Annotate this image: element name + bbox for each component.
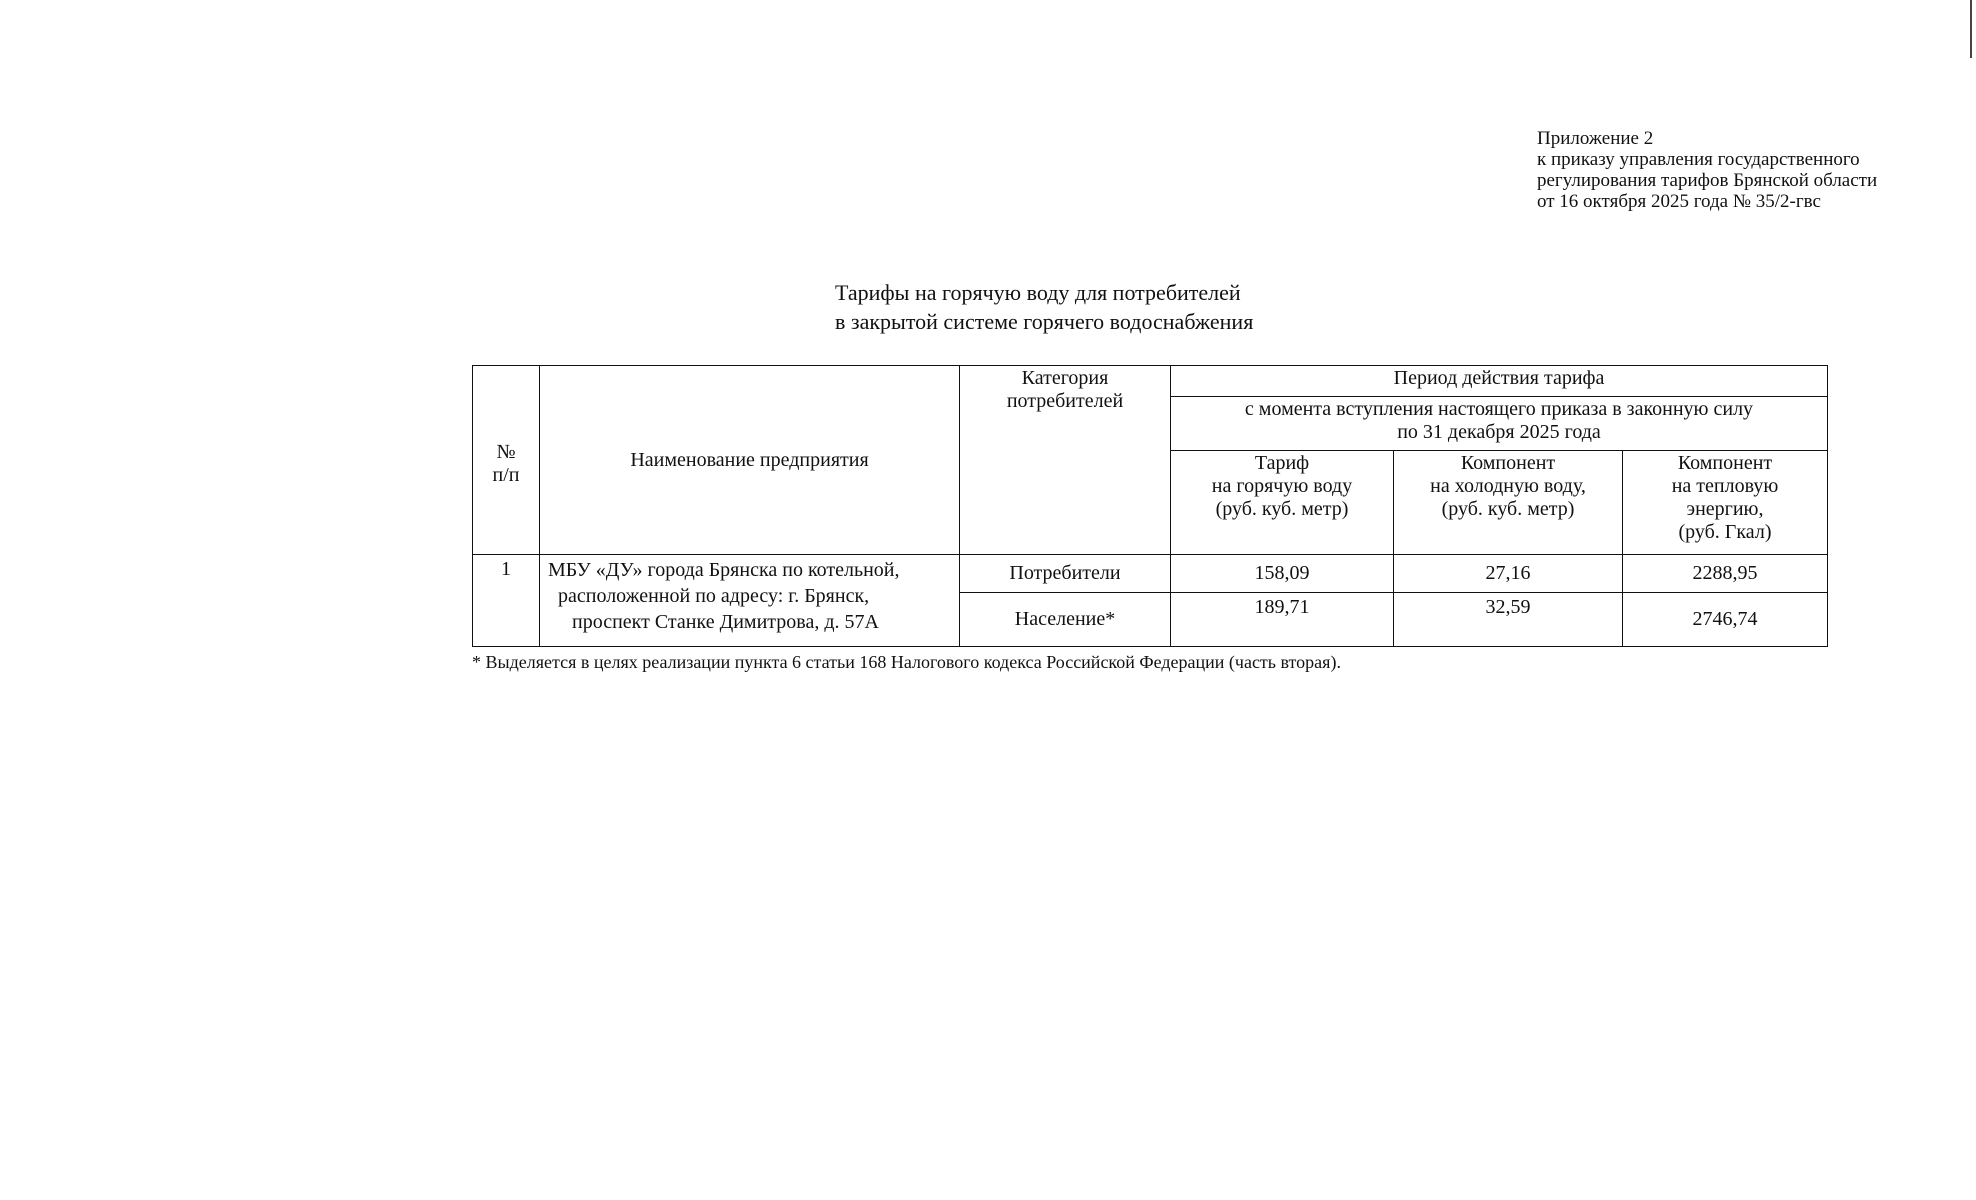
heat-energy-component-cell: 2746,74 (1623, 593, 1828, 647)
category-cell: Потребители (960, 555, 1171, 593)
cold-water-component-cell: 32,59 (1394, 593, 1623, 647)
header-line: Тариф (1254, 452, 1310, 474)
enterprise-name-line: МБУ «ДУ» города Брянска по котельной, (548, 559, 900, 581)
table-row (473, 555, 1828, 593)
appendix-line: к приказу управления государственного (1537, 149, 1860, 170)
header-cold-water-component (1394, 451, 1623, 555)
appendix-line: от 16 октября 2025 года № 35/2-гвс (1537, 191, 1821, 212)
header-name: Наименование предприятия (540, 366, 960, 555)
enterprise-name-line: проспект Станке Димитрова, д. 57А (572, 611, 879, 633)
category-cell: Население* (960, 593, 1171, 647)
tariff-table (472, 365, 1828, 647)
hot-water-tariff-cell: 189,71 (1171, 593, 1394, 647)
header-num-label: п/п (492, 464, 520, 486)
enterprise-name (540, 555, 960, 647)
table-header-row (473, 366, 1828, 397)
row-number: 1 (473, 555, 540, 647)
header-category-line: Категория (1021, 367, 1109, 389)
header-period-sub-line: с момента вступления настоящего приказа в законную силу (1244, 398, 1754, 420)
heat-energy-component-cell: 2288,95 (1623, 555, 1828, 593)
header-line: Компонент (1677, 452, 1773, 474)
header-line: (руб. Гкал) (1678, 521, 1772, 543)
hot-water-tariff-cell: 158,09 (1171, 555, 1394, 593)
header-category-line: потребителей (1006, 390, 1124, 412)
header-heat-energy-component (1623, 451, 1828, 555)
header-line: на холодную воду, (1430, 475, 1586, 497)
footnote: * Выделяется в целях реализации пункта 6 статьи 168 Налогового кодекса Российской Федерации (часть вторая). (472, 652, 1341, 672)
header-hot-water-tariff (1171, 451, 1394, 555)
header-line: на горячую воду (1211, 475, 1353, 497)
header-line: Компонент (1460, 452, 1556, 474)
header-category (960, 366, 1171, 555)
title-line: Тарифы на горячую воду для потребителей (835, 280, 1241, 305)
title-line: в закрытой системе горячего водоснабжения (835, 309, 1254, 334)
header-line: (руб. куб. метр) (1215, 498, 1349, 520)
header-line: (руб. куб. метр) (1441, 498, 1575, 520)
enterprise-name-line: расположенной по адресу: г. Брянск, (558, 585, 870, 607)
document-title (835, 278, 1254, 336)
header-period: Период действия тарифа (1171, 366, 1828, 397)
appendix-line: Приложение 2 (1537, 128, 1654, 149)
page-edge-mark (1970, 0, 1972, 58)
header-period-sub (1171, 397, 1828, 451)
header-num (473, 366, 540, 555)
cold-water-component-cell: 27,16 (1394, 555, 1623, 593)
header-line: энергию, (1686, 498, 1764, 520)
appendix-line: регулирования тарифов Брянской области (1537, 170, 1878, 191)
appendix-header (1537, 128, 1877, 212)
header-period-sub-line: по 31 декабря 2025 года (1397, 421, 1601, 443)
header-num-symbol: № (496, 441, 516, 463)
header-line: на тепловую (1671, 475, 1779, 497)
